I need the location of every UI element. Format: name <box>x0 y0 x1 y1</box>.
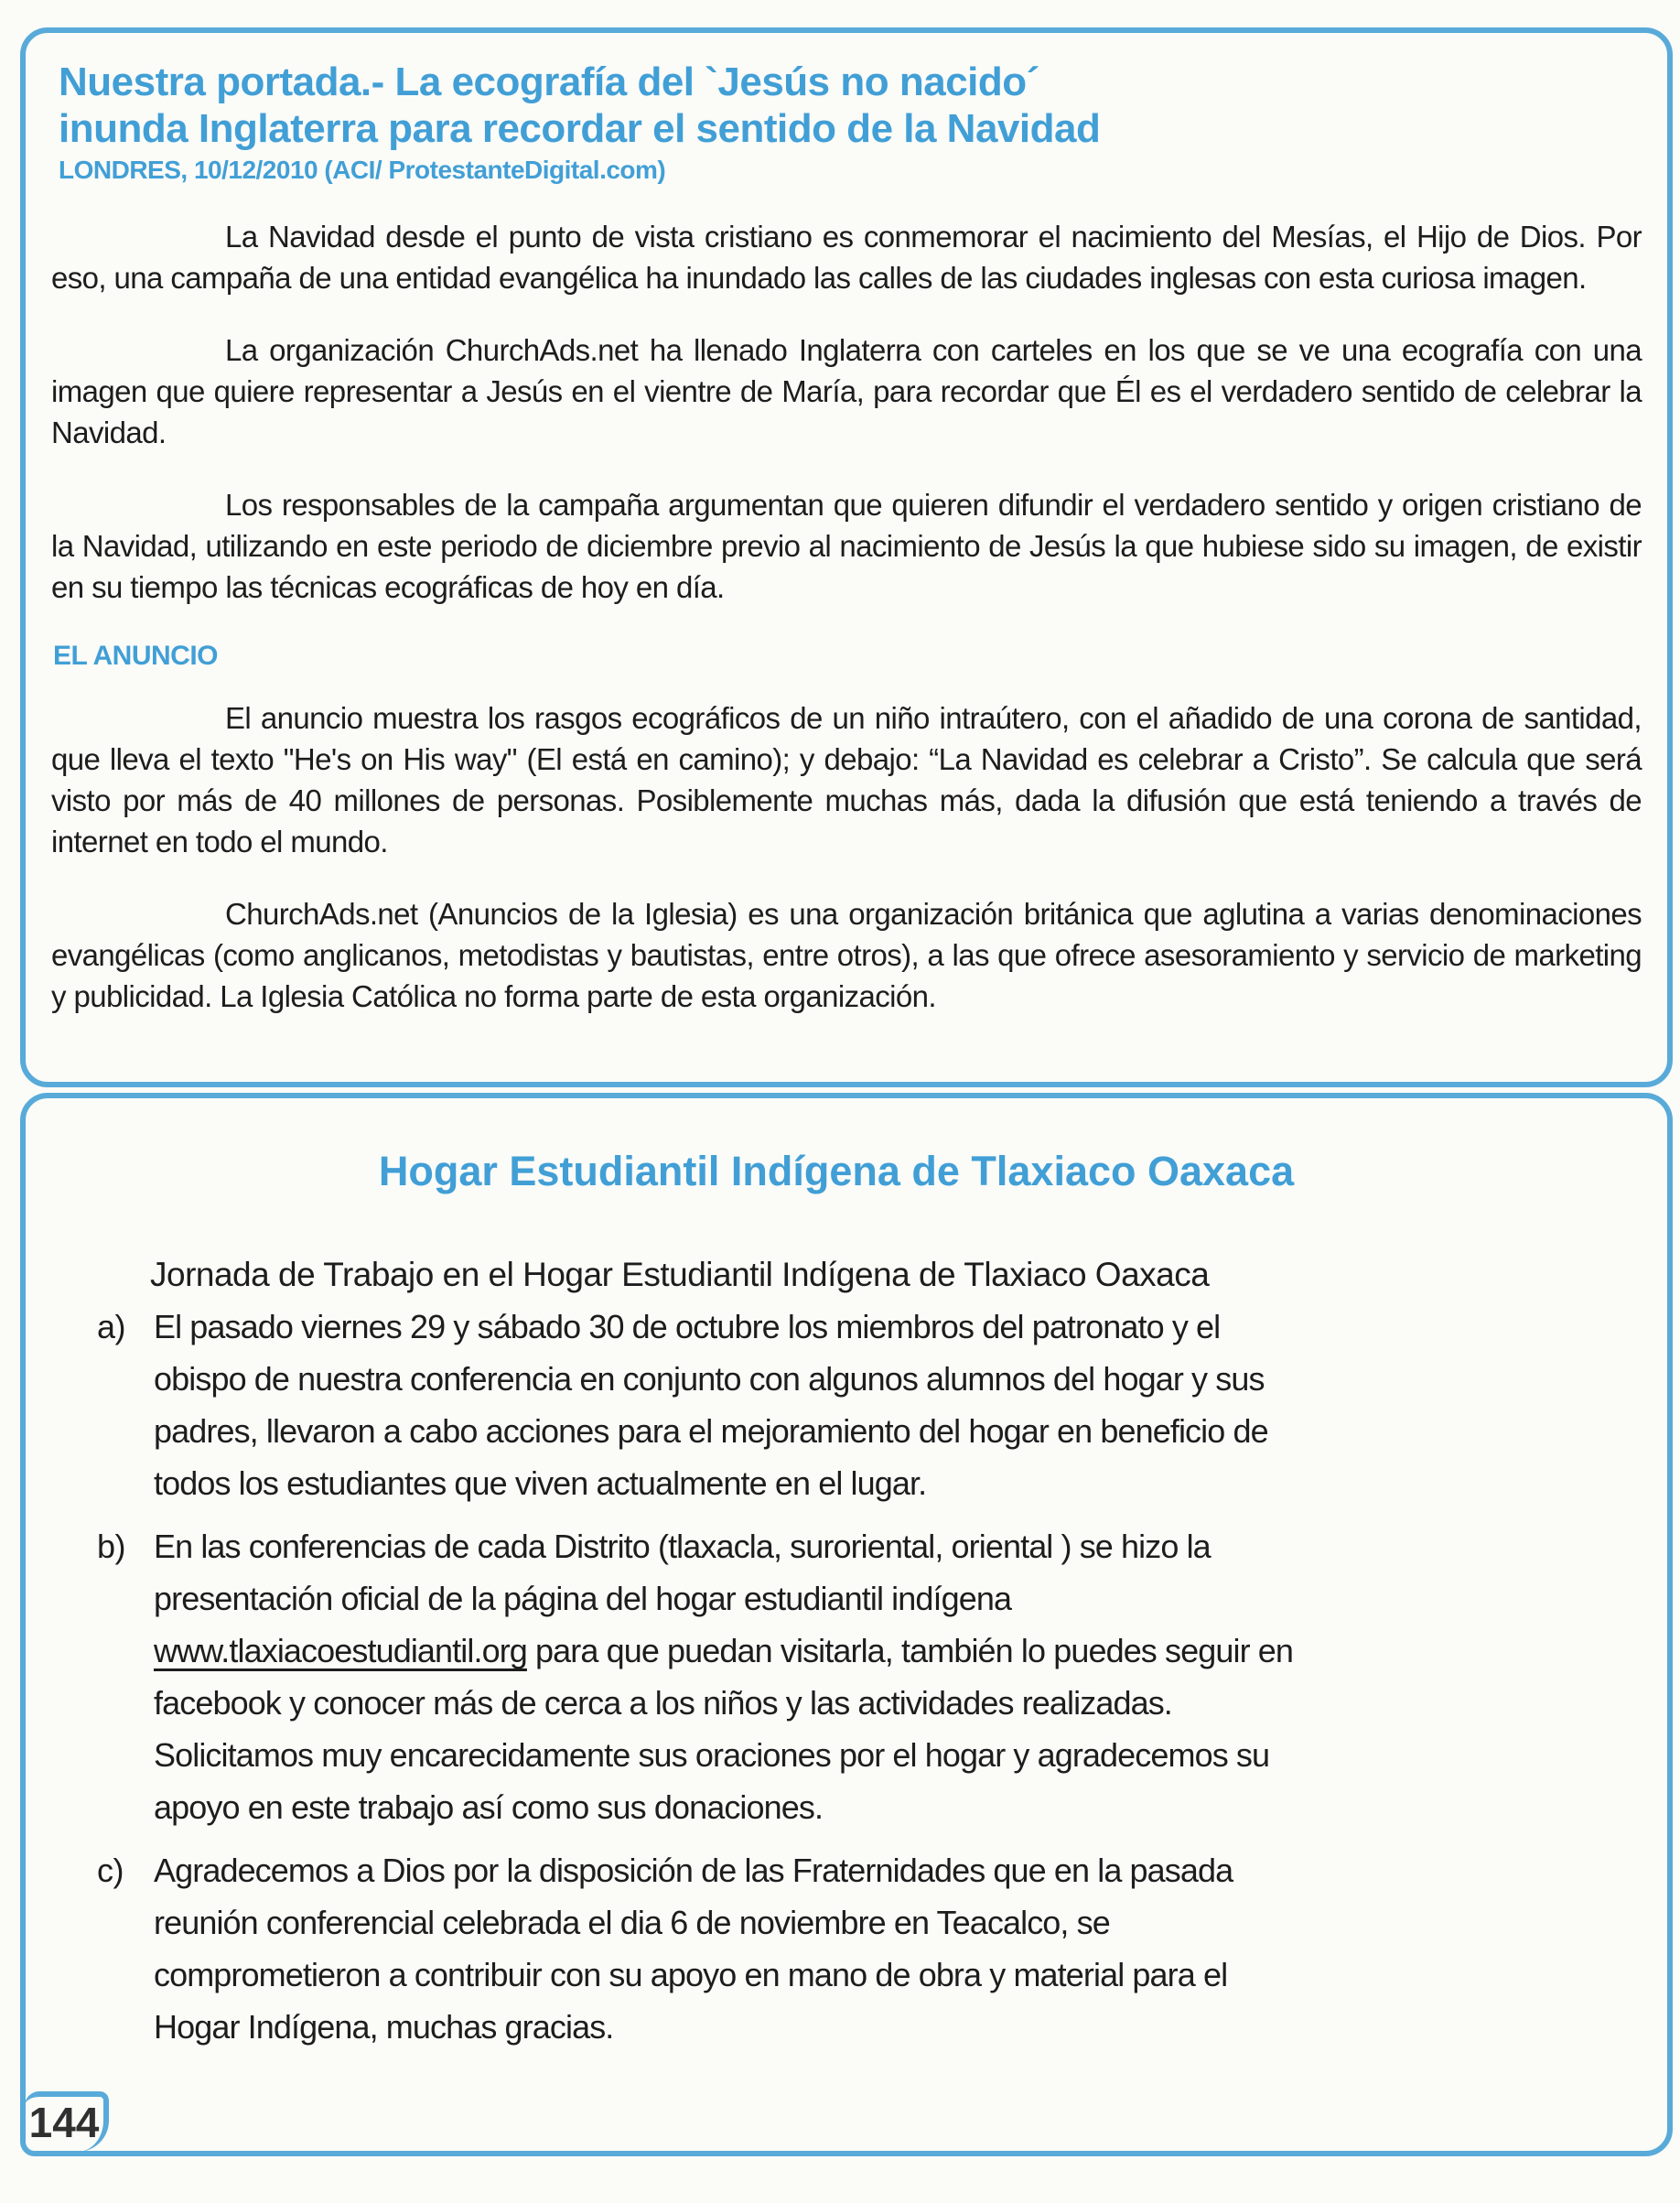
article-title <box>59 59 1642 152</box>
news-article-panel <box>20 27 1673 1087</box>
list-marker-b: b) <box>97 1528 126 1565</box>
list-item-c <box>97 1844 1631 2053</box>
article-paragraph-2: La organización ChurchAds.net ha llenado Inglaterra con carteles en los que se ve una ecografía con una imagen que quiere representar a Jesús en el vientre de María, para recordar que Él es el verdadero sentido de celebrar la Navidad. <box>51 333 1642 449</box>
list-item-b-text-after: para que puedan visitarla, también lo puedes seguir en facebook y conocer más de cerca a los niños y las actividades realizadas. Solicitamos muy encarecidamente sus oraciones por el hogar y agradecemos su apoyo en este trabajo así como sus donaciones. <box>154 1632 1294 1826</box>
website-url-text: www.tlaxiacoestudiantil.org <box>154 1632 527 1669</box>
work-report-list <box>97 1301 1631 2053</box>
section-title: Hogar Estudiantil Indígena de Tlaxiaco Oaxaca <box>378 1148 1295 1194</box>
article-title-line2: inunda Inglaterra para recordar el sentido de la Navidad <box>59 106 1101 151</box>
page-number: 144 <box>28 2099 100 2146</box>
article-paragraph-1: La Navidad desde el punto de vista cristiano es conmemorar el nacimiento del Mesías, el Hijo de Dios. Por eso, una campaña de una entidad evangélica ha inundado las calles de las ciudades inglesas con esta curiosa imagen. <box>51 220 1642 295</box>
list-item-a <box>97 1301 1631 1509</box>
article-paragraph-4: El anuncio muestra los rasgos ecográficos de un niño intraútero, con el añadido de una corona de santidad, que lleva el texto "He's on His way" (El está en camino); y debajo: “La Navidad es celebrar a Cristo”. Se calcula que será visto por más de 40 millones de personas. Posiblemente muchas más, dada la difusión que está teniendo a través de internet en todo el mundo. <box>51 701 1642 859</box>
list-item-a-text: El pasado viernes 29 y sábado 30 de octubre los miembros del patronato y el obispo de nuestra conferencia en conjunto con algunos alumnos del hogar y sus padres, llevaron a cabo acciones para el mejoramiento del hogar en beneficio de todos los estudiantes que viven actualmente en el lugar. <box>154 1308 1268 1502</box>
article-subheading-el-anuncio: EL ANUNCIO <box>53 641 219 671</box>
section-intro: Jornada de Trabajo en el Hogar Estudiantil Indígena de Tlaxiaco Oaxaca <box>150 1256 1210 1293</box>
page-number-badge <box>25 2091 109 2152</box>
article-paragraph-5: ChurchAds.net (Anuncios de la Iglesia) es una organización británica que aglutina a varias denominaciones evangélicas (como anglicanos, metodistas y bautistas, entre otros), a las que ofrece asesoramiento y servicio de marketing y publicidad. La Iglesia Católica no forma parte de esta organización. <box>51 897 1642 1013</box>
list-marker-a: a) <box>97 1308 126 1345</box>
article-paragraph-3: Los responsables de la campaña argumentan que quieren difundir el verdadero sentido y origen cristiano de la Navidad, utilizando en este periodo de diciembre previo al nacimiento de Jesús la que hubiese sido su imagen, de existir en su tiempo las técnicas ecográficas de hoy en día. <box>51 488 1642 604</box>
list-marker-c: c) <box>97 1852 124 1889</box>
list-item-c-text: Agradecemos a Dios por la disposición de las Fraternidades que en la pasada reunión conferencial celebrada el dia 6 de noviembre en Teacalco, se comprometieron a contribuir con su apoyo en mano de obra y material para el Hogar Indígena, muchas gracias. <box>154 1852 1233 2046</box>
list-item-b-text <box>154 1520 1311 1833</box>
list-item-b-text-before: En las conferencias de cada Distrito (tlaxacla, suroriental, oriental ) se hizo la presentación oficial de la página del hogar estudiantil indígena <box>154 1528 1211 1617</box>
hogar-section-panel <box>20 1093 1673 2156</box>
list-item-b <box>97 1520 1631 1833</box>
article-title-line1: Nuestra portada.- La ecografía del `Jesús no nacido´ <box>59 59 1039 104</box>
article-dateline: LONDRES, 10/12/2010 (ACI/ ProtestanteDigital.com) <box>59 156 666 184</box>
